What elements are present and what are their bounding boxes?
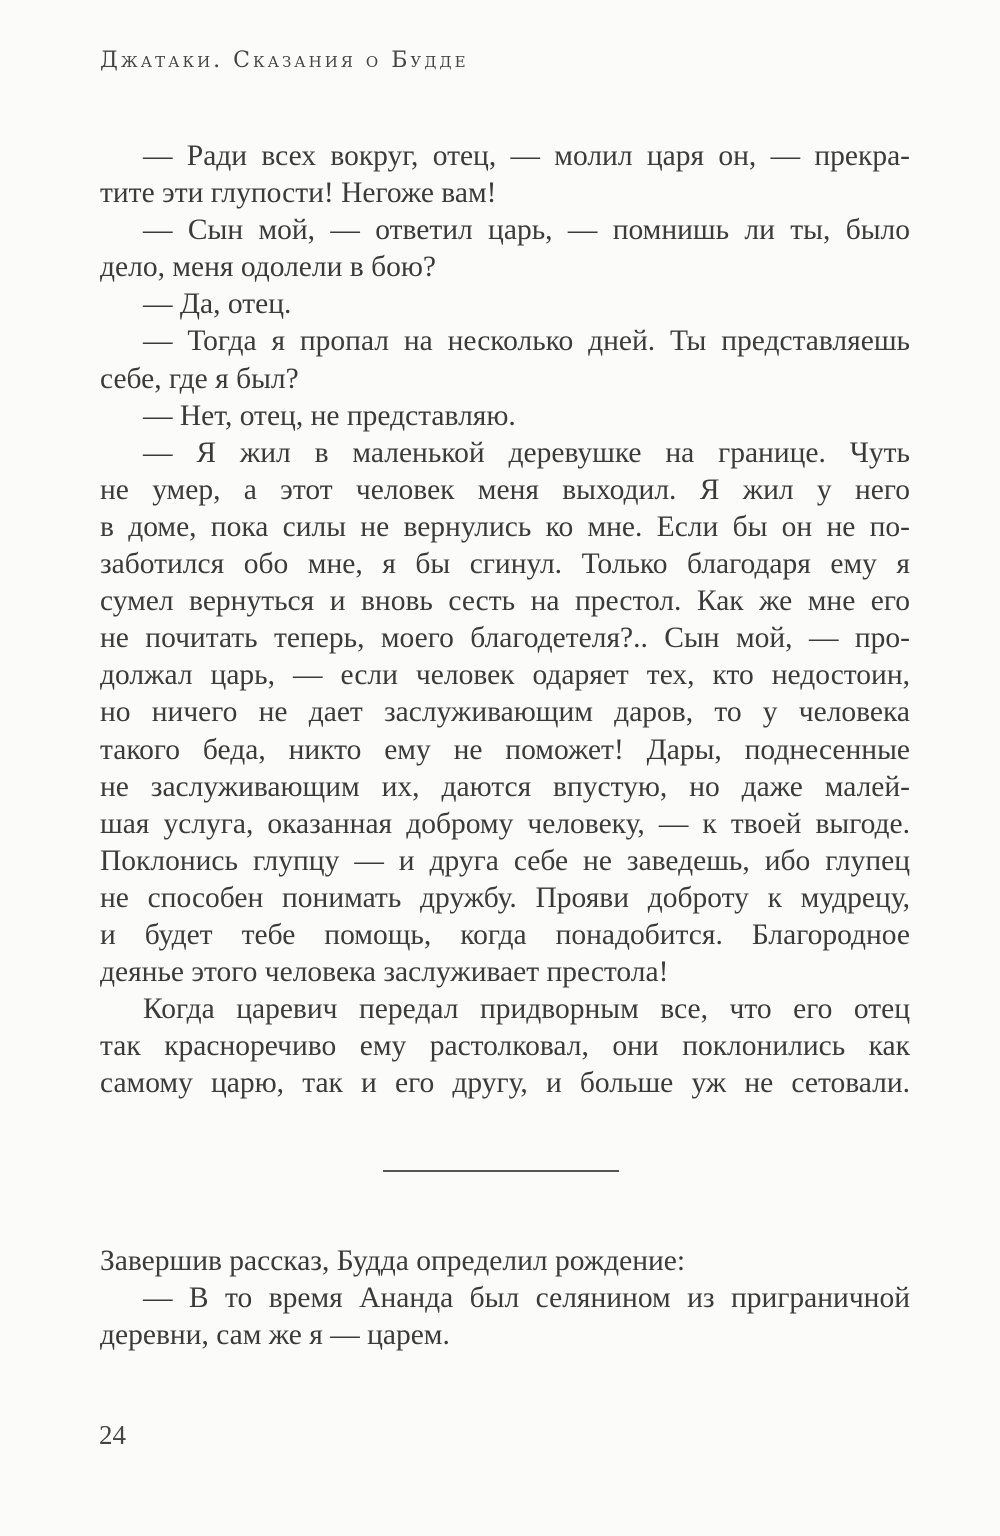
text-line: — Ради всех вокруг, отец, — молил царя он, — прекра- [143,140,910,172]
text-line: — Тогда я пропал на несколько дней. Ты представляешь [143,325,910,358]
text-line: не почитать теперь, моего благодетеля?.. Сын мой, — про- [100,622,910,655]
text-line: Завершив рассказ, Будда определил рождение: [100,1245,686,1277]
text-line: деревни, сам же я — царем. [100,1319,450,1352]
text-line: Поклонись глупцу — и друга себе не заведешь, ибо глупец [100,844,910,877]
text-line: такого беда, никто ему не поможет! Дары, поднесенные [100,733,910,766]
text-line: должал царь, — если человек одаряет тех, кто недостоин, [100,659,910,692]
text-line: дело, меня одолели в бою? [100,251,436,284]
text-line: — Да, отец. [143,288,292,321]
section-separator [383,1170,619,1172]
text-line: себе, где я был? [100,362,299,395]
text-line: самому царю, так и его другу, и больше уж не сетовали. [100,1067,910,1100]
text-line: — Сын мой, — ответил царь, — помнишь ли ты, было [143,214,910,247]
text-line: не заслуживающим их, даются впустую, но даже малей- [100,770,910,803]
running-header: Джатаки. Сказания о Будде [100,48,469,73]
text-line: сумел вернуться и вновь сесть на престол. Как же мне его [100,585,910,618]
text-line: — Я жил в маленькой деревушке на границе. Чуть [143,436,910,469]
text-line: тите эти глупости! Негоже вам! [100,177,497,210]
text-line: шая услуга, оказанная доброму человеку, — к твоей выгоде. [100,807,910,840]
text-line: в доме, пока силы не вернулись ко мне. Если бы он не по- [100,510,910,543]
text-line: деянье этого человека заслуживает престола! [100,956,669,989]
text-line: не умер, а этот человек меня выходил. Я жил у него [100,473,910,506]
text-line: — Нет, отец, не представляю. [143,399,516,432]
page-number: 24 [99,1420,126,1450]
epilogue-text [100,1243,910,1354]
story-text [100,138,910,1102]
text-line: но ничего не дает заслуживающим даров, то у человека [100,696,910,729]
text-line: так красноречиво ему растолковал, они поклонились как [100,1030,910,1063]
text-line: и будет тебе помощь, когда понадобится. Благородное [100,918,910,951]
text-line: — В то время Ананда был селянином из приграничной [143,1282,910,1315]
text-line: заботился обо мне, я бы сгинул. Только благодаря ему я [100,548,910,581]
text-line: не способен понимать дружбу. Прояви доброту к мудрецу, [100,881,910,914]
text-line: Когда царевич передал придворным все, что его отец [143,993,910,1026]
